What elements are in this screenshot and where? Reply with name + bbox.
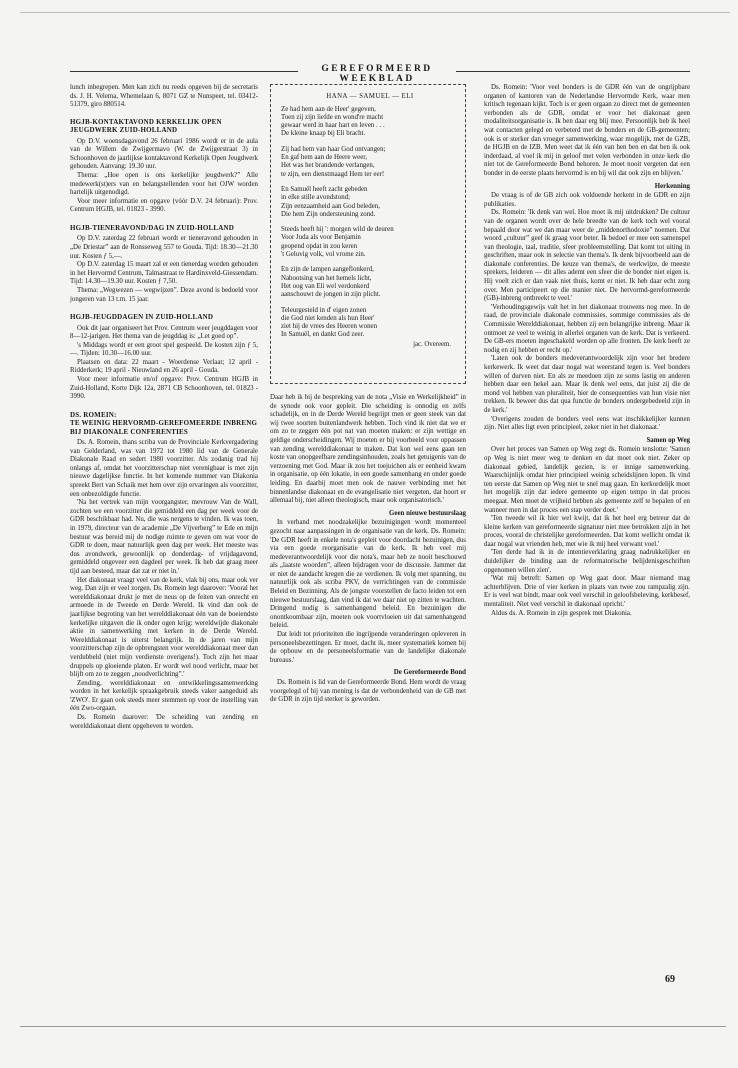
poem-line: Nabootsing van het hemels licht,: [281, 274, 372, 282]
poem-stanza: [281, 186, 459, 219]
poem-line: die God niet kenden als hun Heer': [281, 314, 375, 322]
paragraph: 'Ten tweede wil ik hier wel kwijt, dat ik het heel erg betreur dat de kleine kerken van gereformeerde signatuur niet mee betrokken zijn in het proces, vooral de christelijke gereformeerden. Dat komt wellicht omdat ik daar nogal wat vrienden heb, met wie ik mij heel verwant voel.': [484, 515, 690, 548]
poem-stanza: [281, 226, 459, 259]
column-1: [70, 84, 258, 731]
section-heading-kontaktavond: HGJB-KONTAKTAVOND KERKELIJK OPEN JEUGDWERK ZUID-HOLLAND: [70, 117, 222, 135]
subheading-geen-nieuwe-bestuurslaag: Geen nieuwe bestuurslaag: [389, 509, 466, 517]
subheading-herkenning: Herkenning: [654, 182, 690, 190]
poem-line: Ze had hem aan de Heer' gegeven,: [281, 105, 376, 113]
page-number: 69: [665, 974, 675, 985]
masthead-rule-right: [456, 71, 690, 72]
poem-stanza: [281, 266, 459, 299]
article-kicker: DS. ROMEIN:: [70, 410, 117, 419]
paragraph: Op D.V. woensdagavond 26 februari 1986 wordt er in de aula van de Willem de Zwijgermavo (W. de Zwijgerstraat 3) in Schoonhoven de jaarlijkse kontaktavond Kerkelijk Open Jeugdwerk gehouden. Aanvang: 19.30 uur.: [70, 137, 258, 171]
poem-line: Toen zij zijn liefde en wond're macht: [281, 113, 384, 121]
paragraph: Ook dit jaar organiseert het Prov. Centrum weer jeugddagen voor 8—12-jarigen. Het thema van de jeugddag is: „Let goed op”.: [70, 324, 258, 341]
poem-line: in elke stille avondstond;: [281, 194, 351, 202]
poem-line: gewaar werd in haar hart en leven . . .: [281, 122, 385, 130]
paragraph: Ds. Romein: 'Voor veel bonders is de GDR één van de ongrijpbare organen of kantoren van de Nederlandse Hervormde Kerk, waar men kritisch tegenaan kijkt. Toch is er geen orgaan zo direct met de gemeenten verbonden als de GDR, omdat er voor het diakonaat geen modaliteitsorganisatie is. Ik ben daar erg blij mee. Persoonlijk heb ik heel wat contacten gelegd en verbeterd met de bonders en de GB-gemeenten; ook is er sterker dan vroeger samenwerking, waar mogelijk, met de GZB, de HGJB en de IZB. Men weet dat ik één van hen ben en dat ben ik ook inderdaad, al voel ik mij in geloof met velen verbonden in onze kerk die niet tot de Gereformeerde Bond behoren. Je moet nooit vergeten dat een bonder in de eerste plaats hervormd is en bij wil dat ook zijn en blijven.': [484, 84, 690, 177]
top-edge-rule: [20, 12, 730, 13]
paragraph: Over het proces van Samen op Weg zegt ds. Romein tenslotte: 'Samen op Weg is niet meer weg te denken en dat moet ook niet. Zeker op diakonaal gebied, landelijk gezien, is er innige samenwerking. Waarschijnlijk omdat hier principieel weinig scheidslijnen lopen. Ik vind ten eerste dat Samen op Weg niet te snel mag gaan. En kerkordelijk moet het mogelijk zijn dat iedere gemeente op eigen tempo in dat proces meegaat. Men moet de vrijheid hebben als gemeente zelf te bepalen of en wanneer men in dat proces een stap verder doet.': [484, 446, 690, 514]
poem-stanza: [281, 146, 459, 179]
poem-line: En zijn de lampen aangeflonkerd,: [281, 266, 374, 274]
subheading-gereformeerde-bond: De Gereformeerde Bond: [393, 669, 466, 677]
article-headline: TE WEINIG HERVORMD-GEREFOMEERDE INBRENG BIJ DIAKONALE CONFERENTIES: [70, 419, 258, 436]
poem-stanza: [281, 307, 459, 340]
section-heading-jeugddagen: HGJB-JEUGDDAGEN IN ZUID-HOLLAND: [70, 313, 214, 322]
paragraph: Op D.V. zaterdag 15 maart zal er een tienerdag worden gehouden in het Hervormd Centrum, Talmastraat te Hardinxveld-Giessendam. Tijd: 14.30—19.30 uur. Kosten ƒ 7,50.: [70, 261, 258, 286]
poem-line: En Samuël heeft zacht gebeden: [281, 185, 368, 193]
paragraph: Het diakonaat vraagt veel van de kerk, vlak bij ons, maar ook ver weg. Dan zijn er veel zorgen. Ds. Romein legt daarover: 'Vooral het werelddiakonaat drukt je met de neus op de feiten van onrecht en armoede in de Tweede en Derde Wereld. Ik vind dan ook de jaarlijkse begroting van het werelddiakonaat één van de boeiendste kerkelijke uitgaven die ik onder ogen krijg: wereldwijde diakonale aktie in samenwerking met kerken in de Derde Wereld. Werelddiakonaat is uiterst belangrijk. In de jaren van mijn voorzitterschap zijn de opbrengsten voor werelddiakonaat meer dan verdubbeld (niet mijn verdienste overigens!). Toch zijn het maar druppels op gloeiende platen. Er wordt wel nood verlicht, maar het blijft om zo te zeggen „noodverlichting”.': [70, 576, 258, 679]
poem-line: In Samuël, en dankt God zeer.: [281, 331, 365, 339]
poem-line: 't Geluvig volk, vol vrome zin.: [281, 251, 366, 259]
bottom-edge-rule: [20, 1026, 726, 1027]
poem-line: geopend opdat in zou keren: [281, 242, 358, 250]
paragraph: Ds. Romein: 'Ik denk van wel. Hoe moet ik mij uitdrukken? De cultuur van de organen wordt over de hele breedte van de kerk toch wel vooral bepaald door wat we dan maar weer de „middenorthodoxie” noemen. Dat woord „cultuur” geef ik graag voor beter. Ik bedoel er mee een samenspel van theologie, taal, traditie, sfeer probleemstelling. Dat komt tot uiting in geschriften, maar ook in selectie van thema's. Ik denk bijvoorbeeld aan de diakonale conferenties. De keuze van thema's, de werkwijze, de meeste sprekers, leideren — dit alles ademt een sfeer die de bonder niet eigen is. Hij voelt zich er dan vaak niet thuis, komt er niet. Ik heb daar echt zorg over. Men participeert op die manier niet. De hervormd-gereformeerde (GB)-inbreng ontbreekt te veel.': [484, 209, 690, 303]
masthead-rule-left: [70, 71, 298, 72]
poem-line: te zijn, een dienstmaagd Hem ter eer!: [281, 170, 385, 178]
paragraph: Op D.V. zaterdag 22 februari wordt er tieneravond gehouden in „De Driestar” aan de Ronsseweg 557 te Gouda. Tijd: 18.30—21.30 uur. Kosten ƒ 5,—.: [70, 235, 258, 260]
paragraph: 's Middags wordt er een groot spel gespeeld. De kosten zijn ƒ 5,—. Tijden: 10.30—16.00 uur.: [70, 341, 258, 358]
paragraph: Dat leidt tot prioriteiten die ingrijpende veranderingen opleveren in personeelsbezettingen. Er moet, dacht ik, meer systematiek komen bij de opbouw en de personeelsformatie van de landelijke diakonale bureaus.': [270, 631, 466, 664]
poem-line: Die hem Zijn ondersteuning zond.: [281, 210, 376, 218]
intro-paragraph: lunch inbegrepen. Men kan zich nu reeds opgeven bij de secretaris ds. J. H. Velema, Whemelaan 6, 8071 GZ te Nunspeet, tel. 03412-51379, giro 880514.: [70, 84, 258, 109]
column-2: [270, 84, 466, 705]
paragraph: Zending, werelddiakonaat en ontwikkelingssamenwerking worden in het kerkelijk spraakgebruik steeds vaker aangeduid als 'ZWO'. Er gaan ook steeds meer stemmen op voor de instelling van één Zwo-orgaan.: [70, 679, 258, 713]
poem-title: HANA — SAMUEL — ELI: [326, 93, 414, 100]
column-3: [484, 84, 690, 618]
poem-line: Voor Juda als voor Benjamin: [281, 234, 361, 242]
poem-line: Het was het brandende verlangen,: [281, 162, 375, 170]
poem-line: Zijn eenzaamheid aan God beleden,: [281, 202, 380, 210]
poem-line: Teleurgesteld in d' eigen zonen: [281, 306, 367, 314]
paragraph: Ds. Romein daarover: 'De scheiding van zending en werelddiakonaat dient opgeheven te worden.: [70, 714, 258, 730]
masthead: GEREFORMEERD WEEKBLAD: [321, 64, 433, 84]
poem-line: aanschouwt de jongen in zijn plicht.: [281, 291, 381, 299]
paragraph: 'Wat mij betreft: Samen op Weg gaat door. Maar niemand mag achterblijven. Drie of vier kerken in plaats van twee zou rampzalig zijn. Er is veel wat bindt, maar ook veel verschil in geloofsbeleving, kerkbesef, mentaliteit. Niet veel verschil in diakonaal opricht.': [484, 575, 690, 609]
poem-stanza: [281, 106, 459, 139]
poem-line: Het oog van Eli wel verdonkerd: [281, 282, 370, 290]
paragraph: In verband met noodzakelijke bezuinigingen wordt momenteel gezocht naar aanpassingen in de organisatie van de kerk. Ds. Romein: 'De GDR heeft in enkele nota's gepleit voor doordacht bezuinigen, dus via een goede reorganisatie van de kerk. Ik heb veel mij medeverantwoordelijk voor die nota's, maar heb ze nooit beschouwd als „laatste woorden”, alleen bijdragen voor de discussie. Jammer dat er niet de aandacht kregen die ze verdienen. Ik volg met spanning, nu natuurlijk ook als scriba PKV, de verrichtingen van de commissie Beleid en Bezinning. Als de jongste voorstellen de facto leiden tot een nieuwe bestuurslaag, dan vind ik dat we daar niet op zitten te wachten. Dringend nodig is samenhangend beleid. En bezuinigen die onontkoombaar zijn, moeten ook voortvloeien uit dat samenhangend beleid.: [270, 519, 466, 630]
poem-line: Zij had hem van haar God ontvangen;: [281, 145, 386, 153]
section-heading-tieneravond: HGJB-TIENERAVOND/DAG IN ZUID-HOLLAND: [70, 223, 235, 232]
paragraph: 'Laten ook de bonders medeverantwoordelijk zijn voor het bredere kerkewerk. Ik weet dat daar nogal wat weerstand tegen is. Veel bonders willen of durven niet. En als ze meedoen zijn ze soms lastig en anderen hebben daar een hekel aan. Maar ik denk wel eens, dat juist zij die de mond vol hebben van pluraliteit, hier de consequenties van hun visie niet trekken. Ik beweer dus dat qua functie de bonders ondergebedeeld zijn in de kerk.': [484, 355, 690, 414]
poem-line: ziet hij de vrees des Heeren wonen: [281, 323, 378, 331]
paragraph: De vraag is of de GB zich ook voldoende herkent in de GDR en zijn publikaties.: [484, 192, 690, 208]
paragraph: Thema: „Hoe open is ons kerkelijke jeugdwerk?” Alle medewerk(st)ers van en belangstellenden voor het OJW worden hartelijk uitgenodigd.: [70, 171, 258, 197]
paragraph: Ds. A. Romein, thans scriba van de Provinciale Kerkvergadering van Gelderland, was van 1972 tot 1980 lid van de Generale Diakonale Raad en sedert 1980 voorzitter. Als zodanig trad hij onlangs af, omdat het voorzitterschap niet verenigbaar is met zijn nieuwe dagelijkse functie. In het komende nummer van Diakonia spreekt Bert van Schaik met hem over zijn ervaringen als voorzitter, een onbezoldigde functie.: [70, 439, 258, 498]
paragraph: 'Ten derde had ik in de intentieverklaring graag nadrukkelijker en duidelijker de binding aan de reformatorische belijdenisgeschriften opgenomen willen zien'.: [484, 549, 690, 574]
paragraph: Aldus ds. A. Romein in zijn gesprek met Diakonia.: [491, 609, 632, 617]
paragraph: Thema: „Wegwezen — wegwijzen”. Deze avond is bedoeld voor jongeren van 13 t.m. 15 jaar.: [70, 286, 258, 303]
paragraph: Voor meer informatie en/of opgave: Prov. Centrum HGJB in Zuid-Holland, Korte Dijk 12a, 2871 CB Schoonhoven, tel. 01823 - 3990.: [70, 376, 258, 401]
poem-author: jac. Overeem.: [413, 340, 451, 348]
subheading-samen-op-weg: Samen op Weg: [646, 436, 690, 444]
poem-box: [270, 84, 466, 384]
paragraph: 'Na het vertrek van mijn voorgangster, mevrouw Van de Wall, zochten we een voorzitter die gemiddeld een dag per week voor de GDR beschikbaar had. Nu, die was nergens te vinden. Ik was toen, in 1979, directeur van de academie „De Vijverberg” te Ede en mijn bestuur was bereid mij de nodige ruimte te geven om wat voor de GDR te doen, maar natuurlijk geen dag per week. Het meeste was dus avondwerk, gewoonlijk op donderdag- of vrijdagavond, gemiddeld ongeveer een dagdeel per week. Ik heb dat graag meer tijd aan besteed, maar dat zat er niet in.': [70, 499, 258, 575]
poem-line: Steeds heeft hij ': morgen wild de deuren: [281, 226, 394, 234]
paragraph: Ds. Romein is lid van de Gereformeerde Bond. Hem wordt de vraag voorgelegd of hij van mening is dat de verbondenheid van de GB met de GDR in zijn tijd sterker is geworden.: [270, 679, 466, 704]
poem-line: En gaf hem aan de Heere weer,: [281, 154, 367, 162]
paragraph: Voor meer informatie en opgave (vóór D.V. 24 februari): Prov. Centrum HGJB, tel. 01823 - 3990.: [70, 197, 258, 214]
paragraph: Plaatsen en data: 22 maart - Woerdense Verlaat; 12 april - Ridderkerk; 19 april - Nieuwland en 26 april - Gouda.: [70, 358, 258, 375]
paragraph: 'Overigens zouden de bonders veel eens wat inschikkelijker kunnen zijn. Niet alles ligt even principieel, zeker niet in het diakonaat.': [484, 415, 690, 432]
poem-line: De kleine knaap bij Eli bracht.: [281, 130, 366, 138]
paragraph: 'Verhoudingsgewijs valt het in het diakonaat trouwens nog mee. In de raad, de provinciale diakonale commissies, sommige commissies als de Commissie Werelddiakonaat, hebben zij een belangrijke inbreng. Maar ik ontmoet ze veel te weinig in allerlei organen van de kerk. Dat is verkeerd. De GB-ers moeten ingeschakeld worden op alle fronten. De kerk heeft ze nodig en zij hebben er recht op.': [484, 303, 690, 354]
paragraph: Daar heb ik bij de bespreking van de nota „Visie en Werkelijkheid” in de synode ook voor gepleit. Die scheiding is onnodig en zelfs schadelijk, en in de Derde Wereld begrijpt men er geen steek van dat wij twee soorten buitenlandwerk hebben. Toch vind ik niet dat we er om zo te zeggen één pot nat van moeten maken: er zijn wettige en geldige onderscheidingen. Wij moeten er bij voorbeeld voor oppassen van zending werelddiakonaat te maken. Dat kon wel eens gaan ten koste van onopgeefbare zendingsinhouden, zoals het getuigenis van de verzoening met God. Maar ik zou het toejuichen als er eenheid kwam in organisatie, op één lokatie, in een goede samenhang en onder goede leiding. En daarbij moet men ook de nauwe verbinding met het binnenlandse diakonaat en de evangelisatie niet vergeten, dat hoort er allemaal bij, niet alleen theologisch, maar ook organisatorisch.': [270, 394, 466, 505]
